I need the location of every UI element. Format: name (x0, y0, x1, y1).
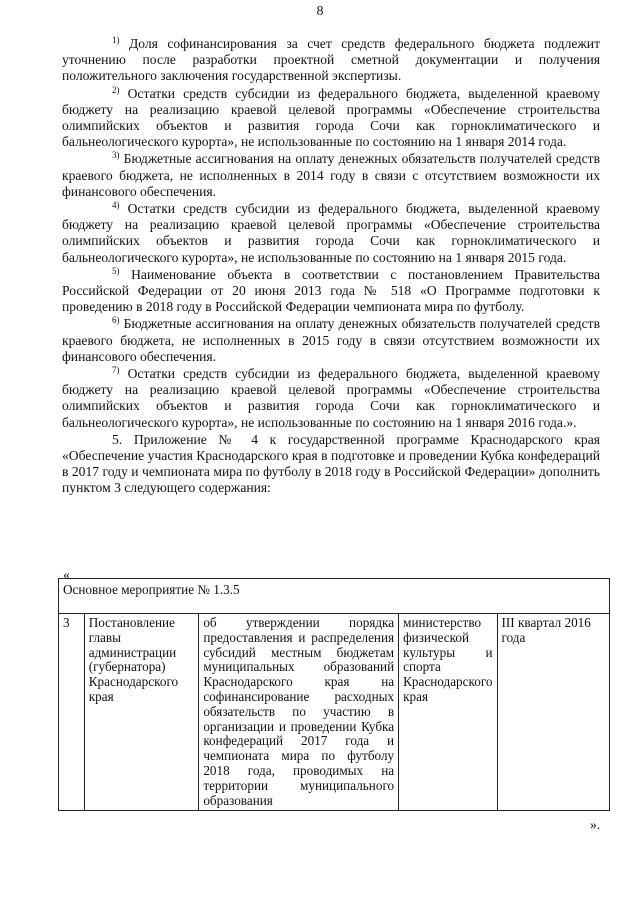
footnote-mark: 4) (112, 200, 120, 211)
footnote-mark: 7) (112, 365, 120, 376)
closing-quote: ». (590, 817, 601, 832)
footnote-text: Остатки средств субсидии из федерального бюджета, выделенной краевому бюджету на реализацию краевой целевой программы «Обеспечение строительства олимпийских объектов и развития города Сочи как горноклиматического и бальнеологического курорта», не использованные по состоянию на 1 января 2015 года. (62, 201, 600, 265)
document-body (62, 36, 600, 498)
document-type: Постановление главы администрации (губернатора) Краснодарского края (84, 614, 199, 811)
executor: министерство физической культуры и спорта Краснодарского края (399, 614, 497, 811)
footnote-1 (62, 36, 600, 85)
footnote-text: Доля софинансирования за счет средств федерального бюджета подлежит уточнению после разработки проектной сметной документации и получения положительного заключения государственной экспертизы. (62, 36, 601, 84)
footnote-mark: 1) (112, 35, 120, 45)
footnote-text: Остатки средств субсидии из федерального бюджета, выделенной краевому бюджету на реализацию краевой целевой программы «Обеспечение строительства олимпийских объектов и развития города Сочи как горноклиматического и бальнеологического курорта», не использованные по состоянию на 1 января 2014 года. (62, 85, 600, 150)
item-5-paragraph: 5. Приложение № 4 к государственной программе Краснодарского края «Обеспечение участия Краснодарского края в подготовке и проведении Кубка конфедераций в 2017 году и чемпионата мира по футболу в 2018 году в Российской Федерации» дополнить пунктом 3 следующего содержания: (62, 431, 600, 496)
table-header-row (59, 579, 610, 614)
document-subject: об утверждении порядка предоставления и распределения субсидий местным бюджетам муниципальных образований Краснодарского края на софинансирование расходных обязательств по участию в организации и проведении Кубка конфедераций 2017 года и чемпионата мира по футболу 2018 года, проводимых на территории муниципального образования (199, 614, 399, 811)
program-table (58, 578, 610, 811)
table-row (59, 614, 610, 811)
footnote-mark: 5) (112, 265, 120, 276)
footnote-6 (62, 316, 600, 365)
footnote-text: Бюджетные ассигнования на оплату денежных обязательств получателей средств краевого бюджета, не исполненных в 2014 году в связи с отсутствием возможности их финансового обеспечения. (62, 151, 600, 199)
footnote-7 (62, 366, 600, 431)
table-header-cell: Основное мероприятие № 1.3.5 (59, 579, 610, 614)
footnote-5 (62, 267, 600, 316)
page-number: 8 (316, 4, 324, 19)
footnote-text: Остатки средств субсидии из федерального бюджета, выделенной краевому бюджету на реализацию краевой целевой программы «Обеспечение строительства олимпийских объектов и развития города Сочи как горноклиматического и бальнеологического курорта», не использованные по состоянию на 1 января 2016 года.». (62, 366, 600, 430)
footnote-4 (62, 201, 600, 266)
footnote-3 (62, 151, 600, 200)
footnote-text: Наименование объекта в соответствии с постановлением Правительства Российской Федерации от 20 июня 2013 года № 518 «О Программе подготовки к проведению в 2018 году в Российской Федерации чемпионата мира по футболу. (62, 266, 600, 315)
opening-quote: « (63, 567, 70, 582)
footnote-mark: 6) (112, 315, 120, 326)
deadline: III квартал 2016 года (497, 614, 609, 811)
footnote-mark: 3) (112, 150, 120, 161)
footnote-2 (62, 86, 600, 151)
footnote-text: Бюджетные ассигнования на оплату денежных обязательств получателей средств краевого бюджета, не исполненных в 2015 году в связи отсутствием возможности их финансового обеспечения. (62, 316, 600, 364)
row-number: 3 (59, 614, 85, 811)
footnote-mark: 2) (112, 84, 120, 95)
